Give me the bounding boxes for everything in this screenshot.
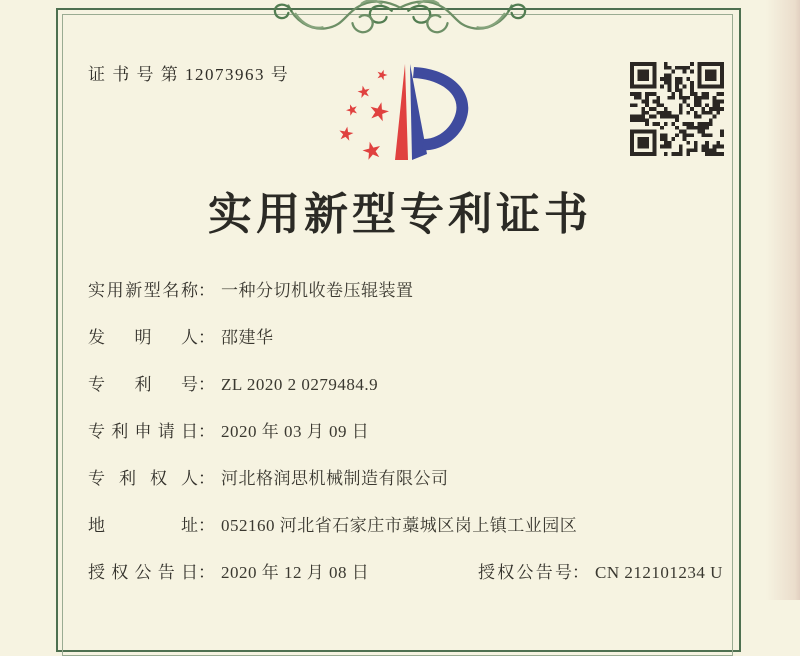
field-colon: ： xyxy=(198,281,215,300)
field-value: 河北格润思机械制造有限公司 xyxy=(221,469,449,488)
field-label: 专利权人 xyxy=(88,469,198,488)
field-value: 一种分切机收卷压辊装置 xyxy=(221,281,414,300)
field-label: 授权公告号 xyxy=(478,563,572,582)
field-colon: ： xyxy=(198,375,215,394)
certificate-title: 实用新型专利证书 xyxy=(208,190,592,239)
field-colon: ： xyxy=(198,328,215,347)
field-value: 052160 河北省石家庄市藁城区岗上镇工业园区 xyxy=(221,516,578,535)
field-patent-number xyxy=(88,375,748,395)
field-value: 邵建华 xyxy=(221,328,274,347)
field-label: 专利号 xyxy=(88,375,198,394)
field-value: ZL 2020 2 0279484.9 xyxy=(221,375,379,394)
field-value: 2020 年 03 月 09 日 xyxy=(221,422,370,441)
qr-code-icon xyxy=(630,62,724,156)
cnipa-patent-logo-icon xyxy=(330,50,482,168)
field-patentee xyxy=(88,469,748,489)
certificate-number: 证 书 号 第 12073963 号 xyxy=(88,65,290,84)
field-inventor xyxy=(88,328,748,348)
paper-edge-shading xyxy=(766,0,800,600)
field-colon: ： xyxy=(198,563,215,582)
field-label: 地址 xyxy=(88,516,198,535)
field-colon: ： xyxy=(198,469,215,488)
field-label: 授权公告日 xyxy=(88,563,198,582)
field-value: 2020 年 12 月 08 日 xyxy=(221,563,370,582)
field-grant-date xyxy=(88,563,369,582)
field-utility-model-name xyxy=(88,281,748,301)
field-value: CN 212101234 U xyxy=(595,563,723,582)
field-label: 实用新型名称 xyxy=(88,281,198,300)
field-filing-date xyxy=(88,422,748,442)
field-address xyxy=(88,516,748,536)
field-label: 发明人 xyxy=(88,328,198,347)
field-colon: ： xyxy=(572,563,589,582)
field-grant-number xyxy=(478,563,723,583)
field-grant-row xyxy=(88,563,748,583)
floral-flourish-icon xyxy=(245,0,555,40)
certificate-fields xyxy=(88,281,748,610)
field-label: 专利申请日 xyxy=(88,422,198,441)
field-colon: ： xyxy=(198,516,215,535)
field-colon: ： xyxy=(198,422,215,441)
